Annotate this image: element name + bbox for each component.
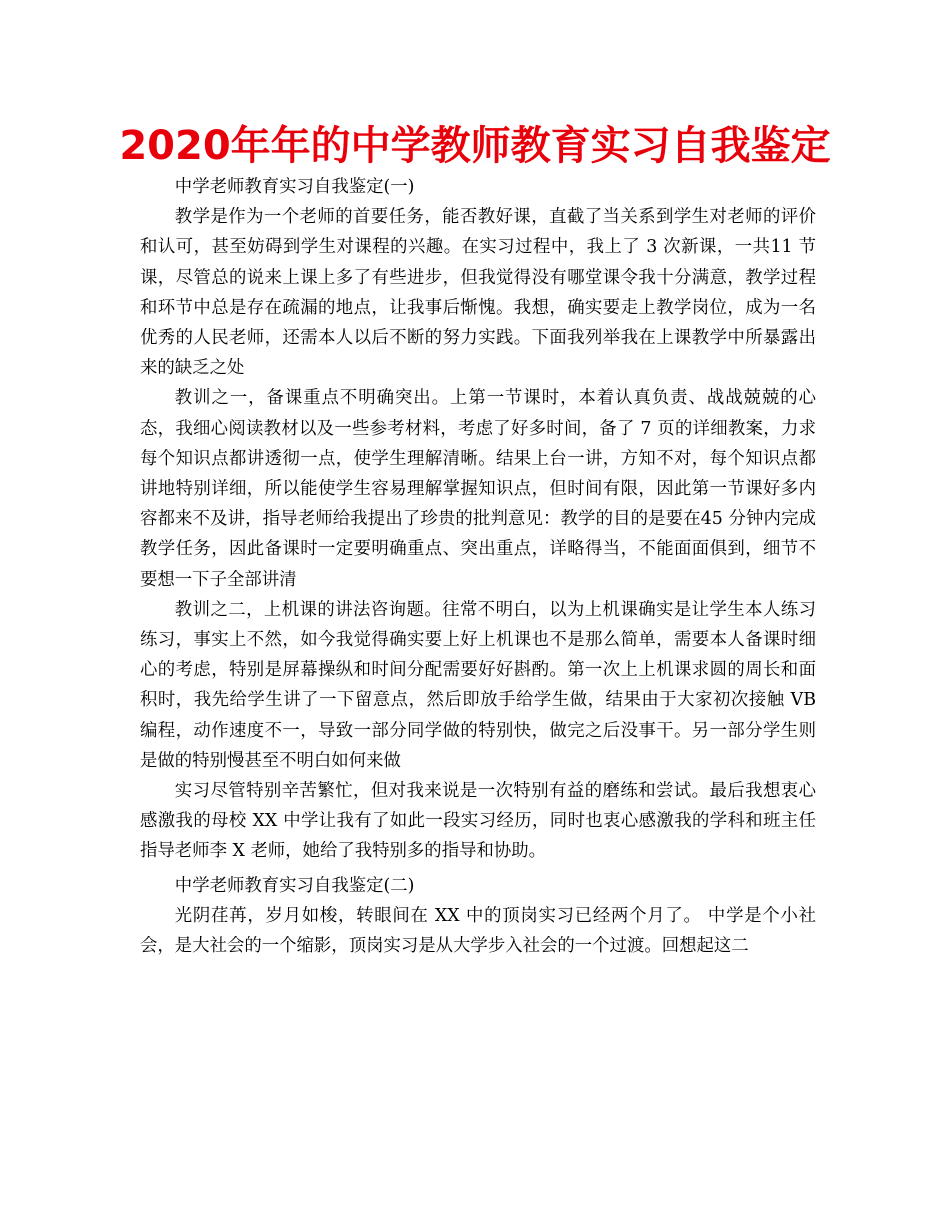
paragraph-conclusion: 实习尽管特别辛苦繁忙，但对我来说是一次特别有益的磨练和尝试。最后我想衷心感激我的母校 XX 中学让我有了如此一段实习经历，同时也衷心感激我的学科和班主任指导老师李 X 老师，她给了我特别多的指导和协助。 [140,781,816,862]
paragraph-section-two-start: 光阴荏苒，岁月如梭，转眼间在 XX 中的顶岗实习已经两个月了。 中学是个小社会，是大社会的一个缩影，顶岗实习是从大学步入社会的一个过渡。回想起这二 [140,905,816,957]
document-body [140,172,816,961]
section-heading-1: 中学老师教育实习自我鉴定(一) [174,177,415,197]
paragraph-teaching-intro: 教学是作为一个老师的首要任务，能否教好课，直截了当关系到学生对老师的评价和认可，甚至妨碍到学生对课程的兴趣。在实习过程中，我上了 3 次新课，一共11 节课，尽管总的说来上课上多了有些进步，但我觉得没有哪堂课令我十分满意，教学过程和环节中总是存在疏漏的地点，让我事后惭愧。我想，确实要走上教学岗位，成为一名优秀的人民老师，还需本人以后不断的努力实践。下面我列举我在上课教学中所暴露出来的缺乏之处 [140,207,816,379]
section-heading-2: 中学老师教育实习自我鉴定(二) [174,875,415,896]
paragraph-lesson-one: 教训之一，备课重点不明确突出。上第一节课时，本着认真负责、战战兢兢的心态，我细心阅读教材以及一些参考材料，考虑了好多时间，备了 7 页的详细教案，力求每个知识点都讲透彻一点，使学生理解清晰。结果上台一讲，方知不对，每个知识点都讲地特别详细，所以能使学生容易理解掌握知识点，但时间有限，因此第一节课好多内容都来不及讲，指导老师给我提出了珍贵的批判意见：教学的目的是要在45 分钟内完成教学任务，因此备课时一定要明确重点、突出重点，详略得当，不能面面俱到，细节不要想一下子全部讲清 [140,388,816,590]
document-title: 2020年年的中学教师教育实习自我鉴定 [119,123,831,169]
paragraph-lesson-two: 教训之二，上机课的讲法咨询题。往常不明白，以为上机课确实是让学生本人练习练习，事实上不然，如今我觉得确实要上好上机课也不是那么简单，需要本人备课时细心的考虑，特别是屏幕操纵和时间分配需要好好斟酌。第一次上上机课求圆的周长和面积时，我先给学生讲了一下留意点，然后即放手给学生做，结果由于大家初次接触 VB 编程，动作速度不一，导致一部分同学做的特别快，做完之后没事干。另一部分学生则是做的特别慢甚至不明白如何来做 [140,599,816,771]
